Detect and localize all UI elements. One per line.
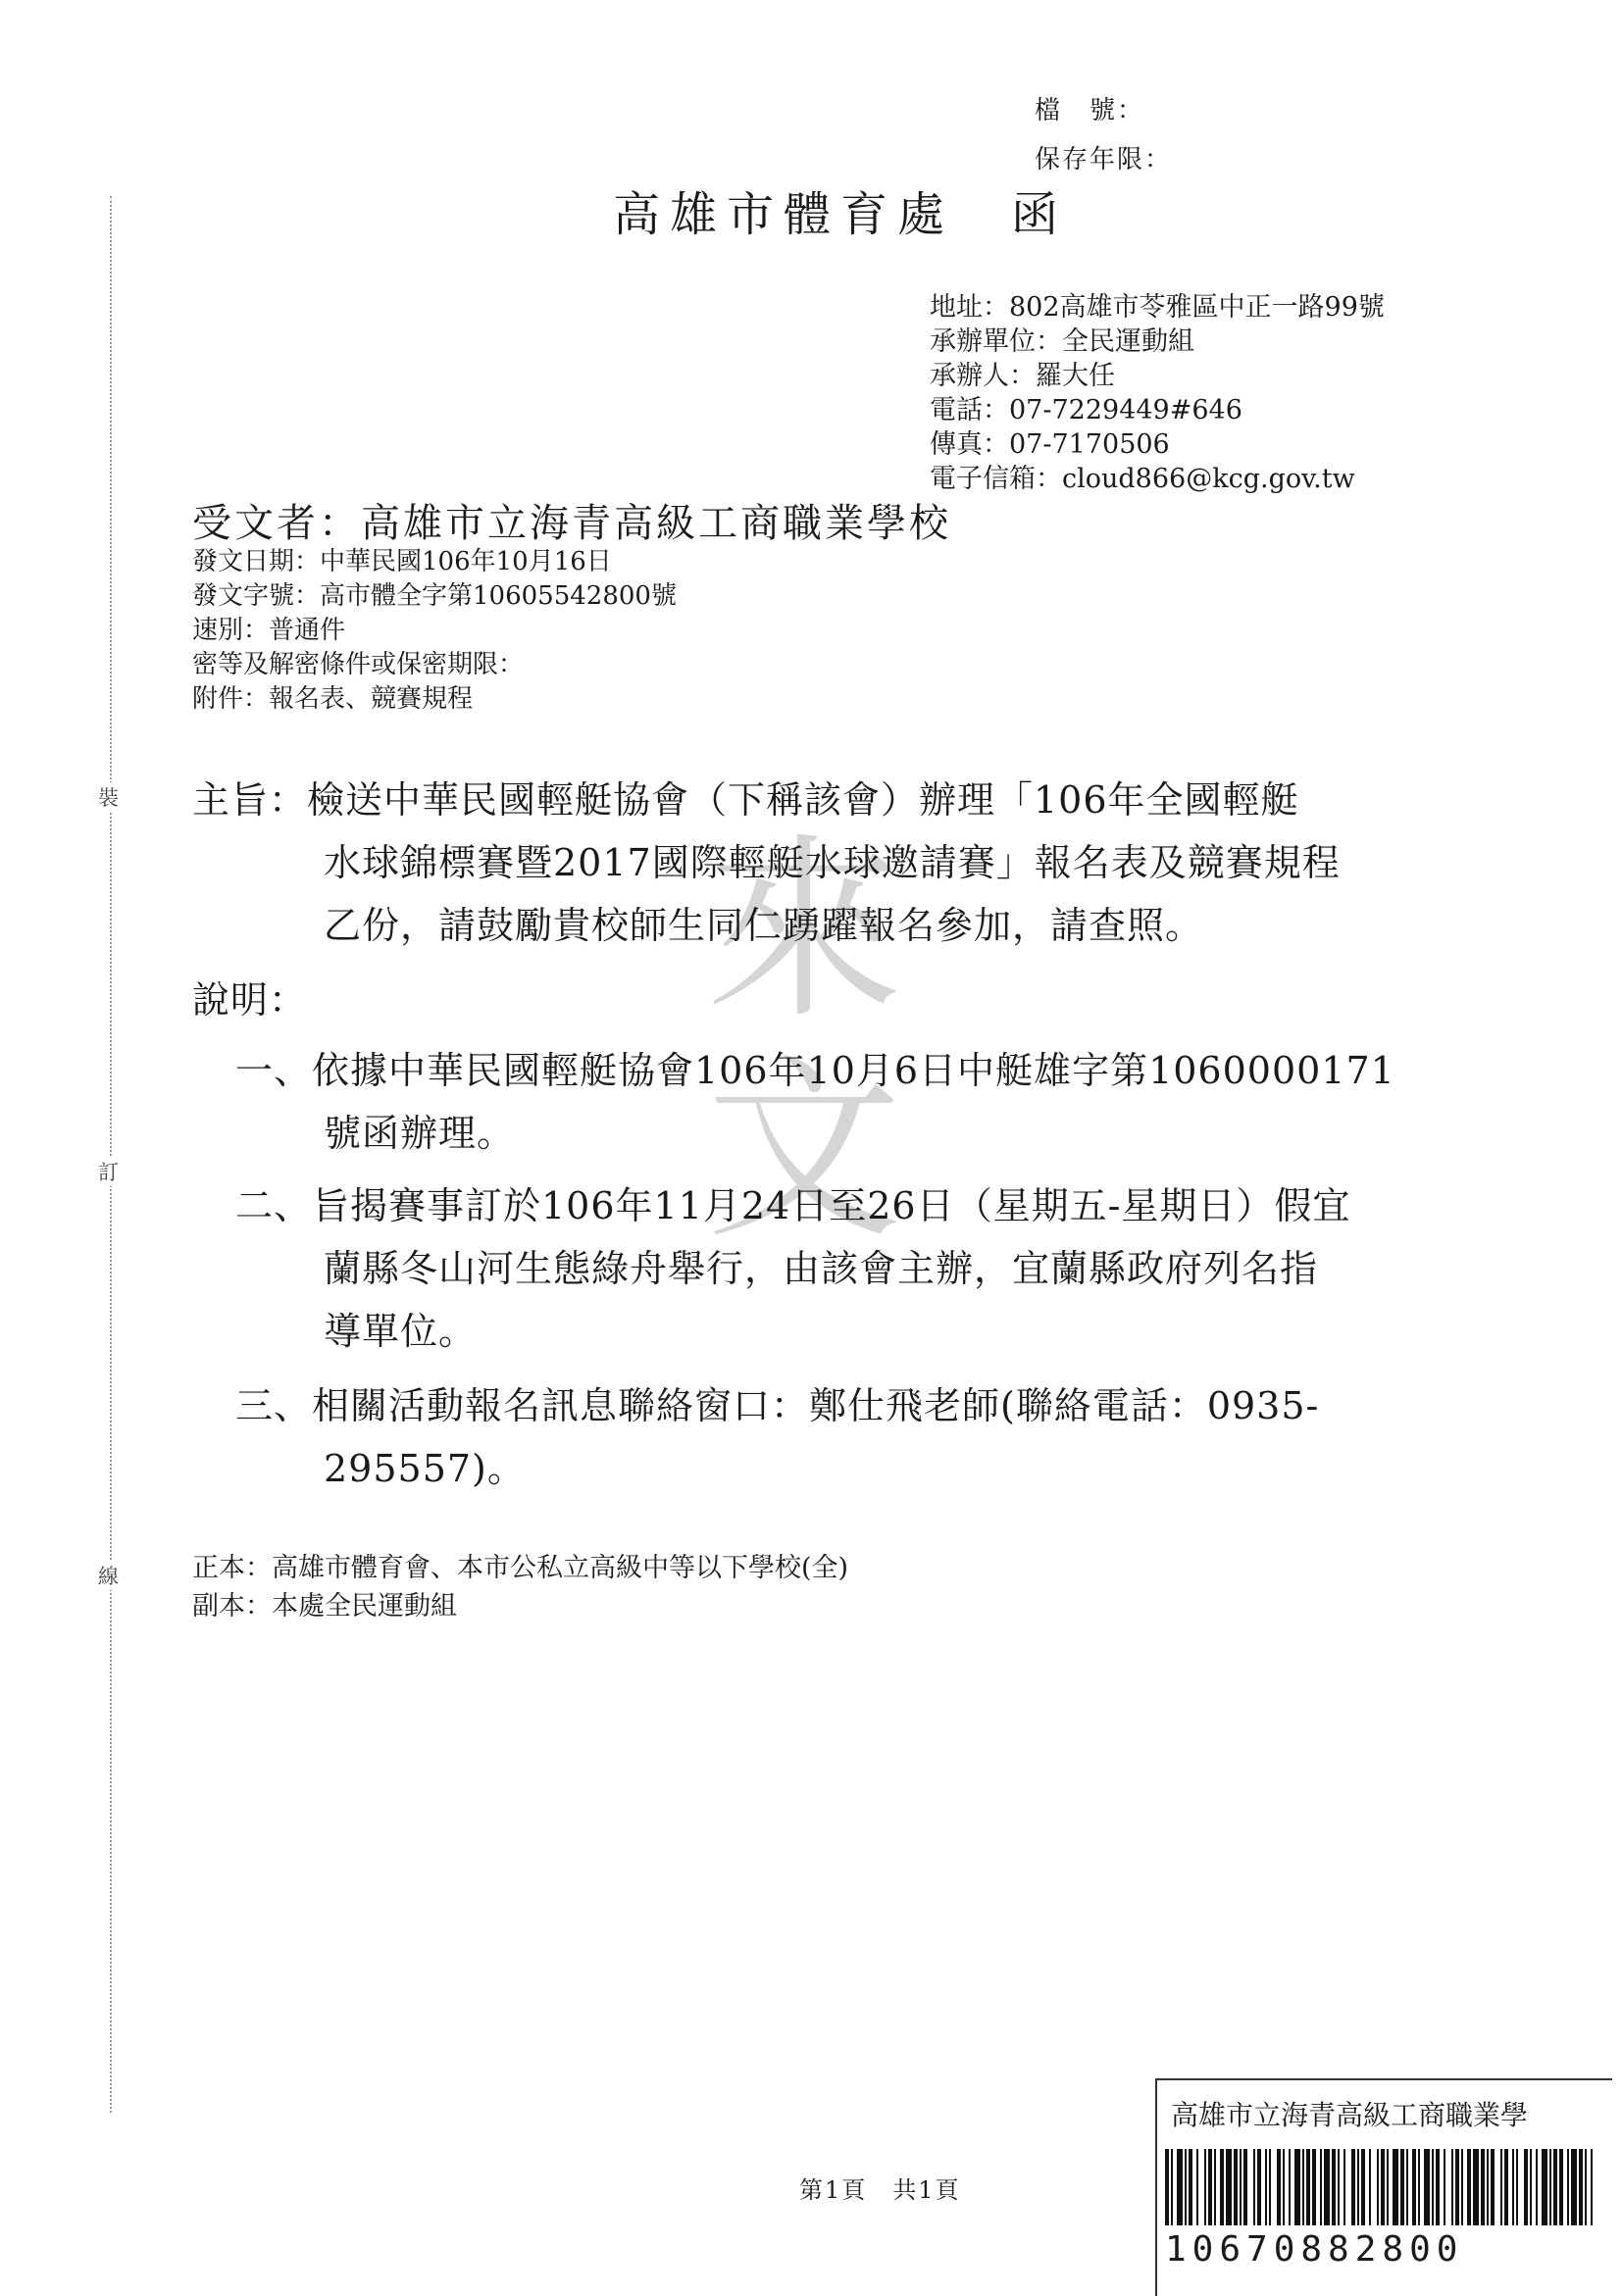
contact-fax: 傳真：07-7170506 [930, 429, 1170, 460]
explanation-item-2-line-3: 導單位。 [324, 1310, 478, 1353]
issue-date: 發文日期：中華民國106年10月16日 [192, 547, 612, 576]
barcode-bar [1412, 2149, 1416, 2225]
barcode-bar [1177, 2149, 1183, 2225]
explanation-item-3-line-2: 295557)。 [324, 1447, 526, 1490]
barcode-bar [1381, 2149, 1385, 2225]
barcode-bar [1196, 2149, 1198, 2225]
contact-unit: 承辦單位：全民運動組 [930, 326, 1194, 357]
barcode-bar [1481, 2149, 1485, 2225]
barcode-bar [1387, 2149, 1389, 2225]
barcode-bar [1377, 2149, 1379, 2225]
barcode-bar [1406, 2149, 1408, 2225]
barcode-bar [1343, 2149, 1345, 2225]
contact-phone: 電話：07-7229449#646 [930, 395, 1242, 425]
barcode-bar [1165, 2149, 1169, 2225]
barcode-bar [1579, 2149, 1583, 2225]
barcode-bar [1220, 2149, 1224, 2225]
barcode-bar [1302, 2149, 1304, 2225]
barcode-bar [1243, 2149, 1247, 2225]
binding-mark-ding: 訂 [98, 1157, 119, 1186]
barcode-bar [1253, 2149, 1255, 2225]
barcode-bar [1571, 2149, 1577, 2225]
barcode-bar [1289, 2149, 1291, 2225]
confidentiality: 密等及解密條件或保密期限： [192, 650, 525, 679]
barcode-bar [1553, 2149, 1557, 2225]
barcode-bar [1461, 2149, 1463, 2225]
barcode-school-name: 高雄市立海青高級工商職業學 [1171, 2099, 1529, 2131]
barcode-bar [1455, 2149, 1459, 2225]
barcode-bar [1306, 2149, 1310, 2225]
barcode-bar [1473, 2149, 1479, 2225]
binding-mark-zhuang: 裝 [98, 782, 119, 812]
subject-line-2: 水球錦標賽暨2017國際輕艇水球邀請賽」報名表及競賽規程 [324, 841, 1341, 884]
barcode-bar [1204, 2149, 1206, 2225]
explanation-item-2-line-2: 蘭縣冬山河生態綠舟舉行，由該會主辦，宜蘭縣政府列名指 [324, 1247, 1319, 1290]
received-stamp-wen: 文 [706, 1037, 903, 1266]
document-meta [192, 545, 677, 717]
barcode-bar [1567, 2149, 1569, 2225]
original-recipients: 正本：高雄市體育會、本市公私立高級中等以下學校(全) [192, 1553, 849, 1583]
barcode-bar [1418, 2149, 1420, 2225]
explanation-item-1-line-1: 一、依據中華民國輕艇協會106年10月6日中艇雄字第1060000171 [235, 1049, 1395, 1092]
barcode-bar [1424, 2149, 1430, 2225]
barcode-bar [1185, 2149, 1187, 2225]
received-stamp-lai: 來 [706, 817, 903, 1045]
binding-line [110, 196, 112, 2113]
barcode-bar [1400, 2149, 1404, 2225]
explanation-item-2-line-1: 二、旨揭賽事訂於106年11月24日至26日（星期五-星期日）假宜 [235, 1184, 1351, 1227]
barcode-bar [1559, 2149, 1563, 2225]
barcode-bar [1234, 2149, 1238, 2225]
barcode-bar [1208, 2149, 1212, 2225]
barcode-bar [1516, 2149, 1518, 2225]
barcode-bar [1332, 2149, 1336, 2225]
subject-line-1: 主旨：檢送中華民國輕艇協會（下稱該會）辦理「106年全國輕艇 [192, 778, 1299, 822]
barcode-bar [1432, 2149, 1434, 2225]
barcode-bar [1393, 2149, 1398, 2225]
barcode-bar [1524, 2149, 1528, 2225]
barcode-bar [1283, 2149, 1285, 2225]
barcode-bar [1487, 2149, 1489, 2225]
barcode-bar [1269, 2149, 1271, 2225]
barcode-bar [1504, 2149, 1508, 2225]
barcode-bar [1491, 2149, 1495, 2225]
barcode-bar [1214, 2149, 1216, 2225]
barcode-bar [1549, 2149, 1551, 2225]
barcode-bar [1591, 2149, 1593, 2225]
barcode-bar [1451, 2149, 1453, 2225]
barcode-number: 10670882800 [1165, 2229, 1464, 2270]
barcode-bar [1530, 2149, 1532, 2225]
explanation-item-1-line-2: 號函辦理。 [324, 1112, 516, 1155]
barcode-bar [1436, 2149, 1440, 2225]
copies-block [192, 1549, 848, 1625]
barcode-bar [1369, 2149, 1371, 2225]
retention-label: 保存年限： [1035, 145, 1173, 175]
barcode-bar [1240, 2149, 1242, 2225]
copy-recipients: 副本：本處全民運動組 [192, 1591, 457, 1622]
issue-number: 發文字號：高市體全字第10605542800號 [192, 581, 677, 611]
file-number-label: 檔 號： [1035, 96, 1145, 125]
barcode-bar [1536, 2149, 1538, 2225]
barcode-bar [1320, 2149, 1322, 2225]
speed-class: 速別：普通件 [192, 616, 346, 645]
explanation-heading: 說明： [192, 978, 308, 1022]
barcode-bar [1171, 2149, 1173, 2225]
barcode-bar [1189, 2149, 1192, 2225]
subject-line-3: 乙份，請鼓勵貴校師生同仁踴躍報名參加，請查照。 [324, 904, 1204, 947]
barcode-bar [1500, 2149, 1502, 2225]
barcode-bar [1512, 2149, 1514, 2225]
explanation-item-3-line-1: 三、相關活動報名訊息聯絡窗口：鄭仕飛老師(聯絡電話：0935- [235, 1384, 1320, 1427]
attachments: 附件：報名表、競賽規程 [192, 684, 474, 714]
contact-address: 地址：802高雄市苓雅區中正一路99號 [930, 292, 1385, 323]
barcode-bar [1542, 2149, 1547, 2225]
barcode-bar [1444, 2149, 1445, 2225]
binding-mark-xian: 線 [98, 1561, 119, 1590]
page-number: 第1頁 共1頁 [799, 2176, 961, 2204]
barcode-bar [1467, 2149, 1471, 2225]
barcode-bar [1351, 2149, 1355, 2225]
barcode-bar [1265, 2149, 1267, 2225]
barcode-bar [1585, 2149, 1587, 2225]
barcode-bar [1338, 2149, 1340, 2225]
barcode-bar [1324, 2149, 1330, 2225]
document-title: 高雄市體育處 函 [613, 187, 1069, 242]
barcode-bar [1357, 2149, 1359, 2225]
barcode-bar [1294, 2149, 1300, 2225]
contact-block [930, 290, 1385, 496]
barcode-bar [1226, 2149, 1232, 2225]
barcode-bars [1165, 2149, 1597, 2227]
contact-email: 電子信箱：cloud866@kcg.gov.tw [930, 464, 1355, 494]
recipient: 受文者：高雄市立海青高級工商職業學校 [192, 501, 951, 546]
barcode-bar [1257, 2149, 1261, 2225]
contact-person: 承辦人：羅大任 [930, 361, 1115, 391]
barcode-bar [1312, 2149, 1316, 2225]
barcode-box [1155, 2078, 1612, 2296]
barcode-bar [1361, 2149, 1365, 2225]
barcode-bar [1277, 2149, 1281, 2225]
